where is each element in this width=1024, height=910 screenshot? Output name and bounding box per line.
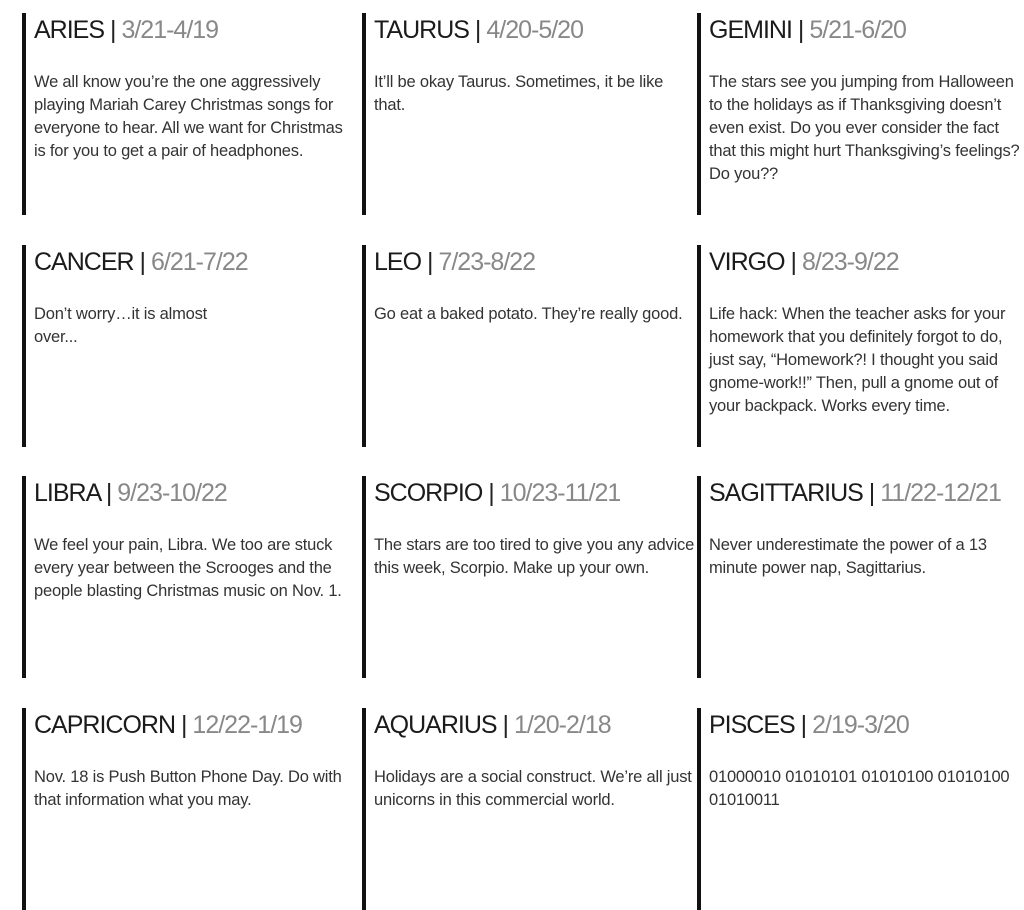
horoscope-text: We all know you’re the one aggressively playing Mariah Carey Christmas songs for everyone to hear. All we want for Christmas is for you to get a pair of headphones. [34,73,343,160]
sign-dates: 7/23-8/22 [438,248,536,276]
sign-dates: 9/23-10/22 [117,479,227,507]
horoscope-text: Holidays are a social construct. We’re all just unicorns in this commercial world. [374,768,692,809]
horoscope-card-leo [362,245,696,447]
sign-dates: 12/22-1/19 [192,711,302,739]
sign-name: AQUARIUS [374,711,497,739]
sign-dates: 6/21-7/22 [150,248,248,276]
card-heading [709,245,1024,279]
card-heading [374,708,696,742]
card-heading [374,13,696,47]
horoscope-card-capricorn [22,708,358,910]
card-heading [709,476,1024,510]
sign-dates: 5/21-6/20 [809,16,906,44]
horoscope-card-libra [22,476,358,678]
horoscope-text: Never underestimate the power of a 13 minute power nap, Sagittarius. [709,536,987,577]
sign-name: LEO [374,248,422,276]
horoscope-text: It’ll be okay Taurus. Sometimes, it be like that. [374,73,664,114]
horoscope-text: The stars are too tired to give you any advice this week, Scorpio. Make up your own. [374,536,695,577]
sign-name: GEMINI [709,16,792,44]
sign-dates: 8/23-9/22 [801,248,899,276]
sign-name: VIRGO [709,248,785,276]
heading-separator: | [502,711,509,739]
horoscope-card-pisces [697,708,1024,910]
horoscope-text: 01000010 01010101 01010100 01010100 01010011 [709,768,1010,809]
sign-name: TAURUS [374,16,469,44]
horoscope-card-aries [22,13,358,215]
heading-separator: | [105,479,112,507]
heading-separator: | [868,479,875,507]
horoscope-card-taurus [362,13,696,215]
sign-dates: 3/21-4/19 [121,16,219,44]
card-heading [374,245,696,279]
heading-separator: | [109,16,116,44]
sign-dates: 11/22-12/21 [880,479,1001,507]
horoscope-text: The stars see you jumping from Halloween to the holidays as if Thanksgiving doesn’t even exist. Do you ever consider the fact that this might hurt Thanksgiving’s feelings? Do you?? [709,73,1020,183]
card-heading [374,476,696,510]
horoscope-card-sagittarius [697,476,1024,678]
horoscope-text: Don’t worry…it is almost over... [34,305,208,346]
card-heading [34,13,358,47]
horoscope-card-scorpio [362,476,696,678]
heading-separator: | [474,16,481,44]
sign-name: PISCES [709,711,795,739]
heading-separator: | [180,711,187,739]
card-heading [709,13,1024,47]
heading-separator: | [797,16,804,44]
card-heading [34,245,358,279]
sign-name: SCORPIO [374,479,483,507]
horoscope-card-gemini [697,13,1024,215]
heading-separator: | [488,479,494,507]
heading-separator: | [800,711,807,739]
horoscope-card-virgo [697,245,1024,447]
sign-dates: 10/23-11/21 [499,479,621,507]
heading-separator: | [790,248,797,276]
card-heading [709,708,1024,742]
sign-dates: 2/19-3/20 [812,711,909,739]
sign-dates: 4/20-5/20 [486,16,583,44]
horoscope-text: We feel your pain, Libra. We too are stuck every year between the Scrooges and the people blasting Christmas music on Nov. 1. [34,536,342,600]
sign-name: CANCER [34,248,134,276]
card-heading [34,708,358,742]
heading-separator: | [139,248,146,276]
card-heading [34,476,358,510]
sign-name: ARIES [34,16,105,44]
heading-separator: | [426,248,433,276]
horoscope-text: Nov. 18 is Push Button Phone Day. Do with that information what you may. [34,768,342,809]
horoscope-text: Life hack: When the teacher asks for your homework that you definitely forgot to do, just say, “Homework?! I thought you said gnome-work!!” Then, pull a gnome out of your backpack. Works every time. [709,305,1006,415]
sign-dates: 1/20-2/18 [514,711,611,739]
horoscope-text: Go eat a baked potato. They’re really good. [374,305,683,323]
horoscope-card-aquarius [362,708,696,910]
sign-name: CAPRICORN [34,711,176,739]
sign-name: LIBRA [34,479,100,507]
horoscope-card-cancer [22,245,358,447]
sign-name: SAGITTARIUS [709,479,863,507]
